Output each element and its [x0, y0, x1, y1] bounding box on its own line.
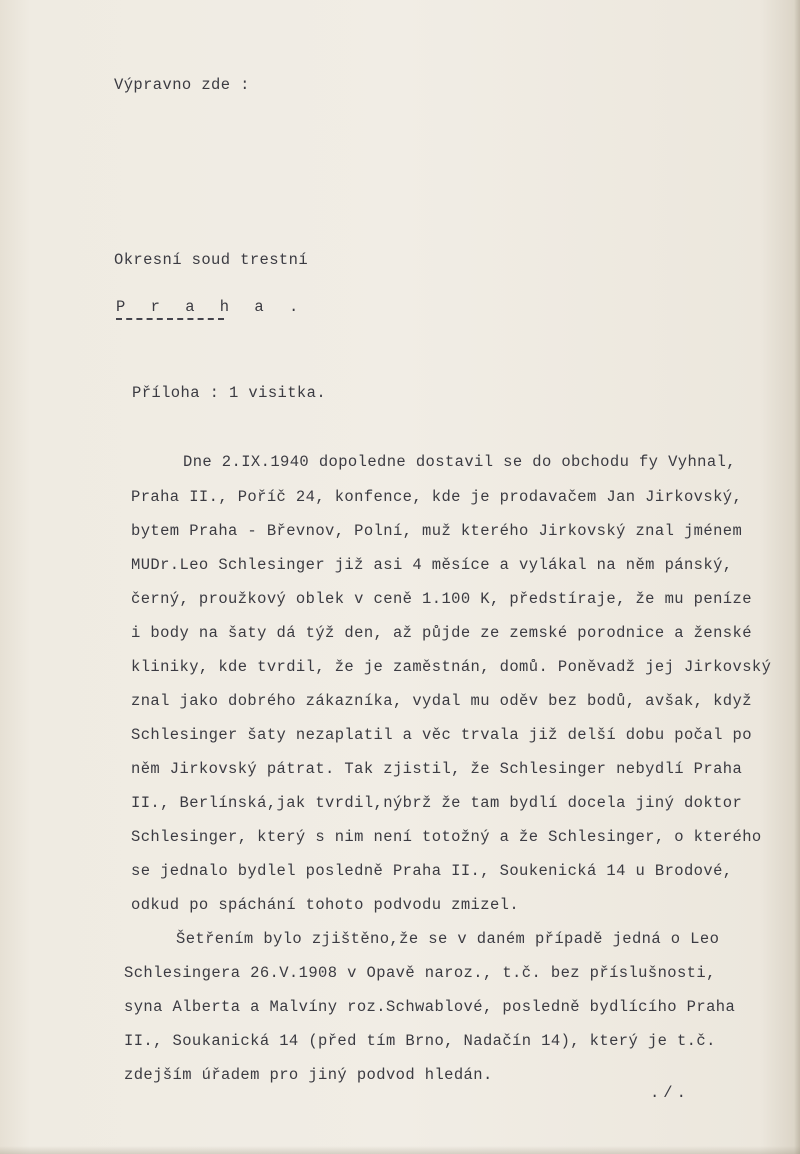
city-underline	[116, 318, 224, 320]
paragraph-1-line: II., Berlínská,jak tvrdil,nýbrž že tam bydlí docela jiný doktor	[131, 794, 743, 812]
page-edge-shadow	[794, 0, 800, 1154]
paragraph-1-line: bytem Praha - Břevnov, Polní, muž kterého Jirkovský znal jménem	[131, 522, 743, 540]
paragraph-1-line: Schlesinger šaty nezaplatil a věc trvala již delší dobu počal po	[131, 726, 752, 744]
paragraph-1-line: Dne 2.IX.1940 dopoledne dostavil se do obchodu fy Vyhnal,	[183, 453, 736, 471]
paragraph-1-line: Schlesinger, který s nim není totožný a že Schlesinger, o kterého	[131, 828, 762, 846]
attachment-line: Příloha : 1 visitka.	[132, 384, 327, 402]
paragraph-2-line: zdejším úřadem pro jiný podvod hledán.	[124, 1066, 493, 1084]
paragraph-1-line: odkud po spáchání tohoto podvodu zmizel.	[131, 896, 520, 914]
page-bottom-shadow	[0, 1146, 800, 1154]
paragraph-1-line: se jednalo bydlel posledně Praha II., Soukenická 14 u Brodové,	[131, 862, 733, 880]
header-line: Výpravno zde :	[114, 76, 250, 94]
paragraph-1-line: i body na šaty dá týž den, až půjde ze zemské porodnice a ženské	[131, 624, 752, 642]
paragraph-2-line: Šetřením bylo zjištěno,že se v daném případě jedná o Leo	[176, 930, 720, 948]
paragraph-1-line: znal jako dobrého zákazníka, vydal mu oděv bez bodů, avšak, když	[131, 692, 752, 710]
paragraph-2-line: II., Soukanická 14 (před tím Brno, Nadačín 14), který je t.č.	[124, 1032, 716, 1050]
court-city: P r a h a .	[116, 298, 307, 316]
paragraph-2-line: syna Alberta a Malvíny roz.Schwablové, posledně bydlícího Praha	[124, 998, 736, 1016]
paragraph-1-line: něm Jirkovský pátrat. Tak zjistil, že Schlesinger nebydlí Praha	[131, 760, 743, 778]
paragraph-2-line: Schlesingera 26.V.1908 v Opavě naroz., t.č. bez příslušnosti,	[124, 964, 716, 982]
paragraph-1-line: kliniky, kde tvrdil, že je zaměstnán, domů. Poněvadž jej Jirkovský	[131, 658, 772, 676]
paragraph-1-line: Praha II., Poříč 24, konfence, kde je prodavačem Jan Jirkovský,	[131, 488, 743, 506]
court-name: Okresní soud trestní	[114, 251, 309, 269]
page-continuation-mark: ./.	[650, 1084, 690, 1102]
paragraph-1-line: MUDr.Leo Schlesinger již asi 4 měsíce a vylákal na něm pánský,	[131, 556, 733, 574]
paragraph-1-line: černý, proužkový oblek v ceně 1.100 K, předstíraje, že mu peníze	[131, 590, 752, 608]
